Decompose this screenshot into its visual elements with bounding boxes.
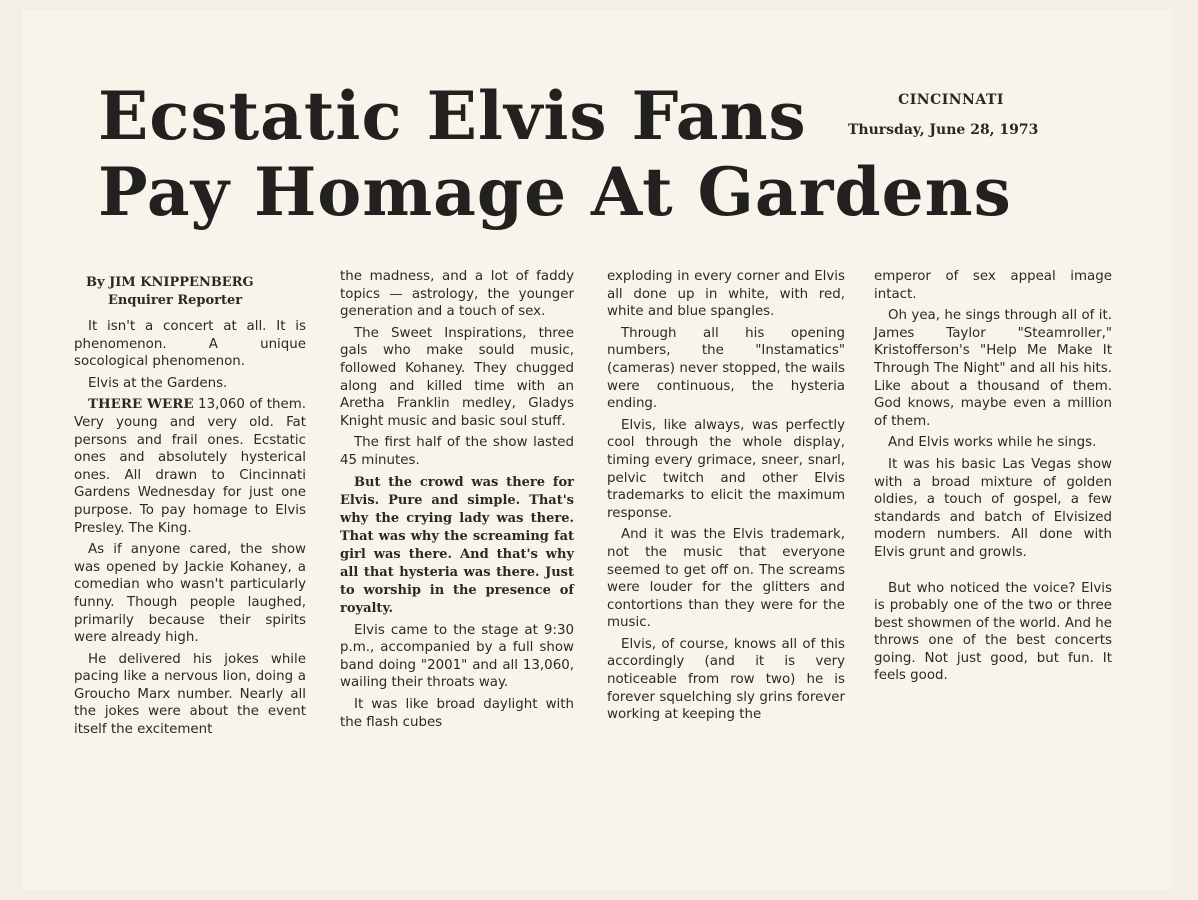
headline-line-2: Pay Homage At Gardens [98, 153, 1012, 231]
byline-title: Enquirer Reporter [108, 293, 243, 308]
paragraph: As if anyone cared, the show was opened by Jackie Kohaney, a comedian who wasn't particularly funny. Though people laughed, primarily because their spirits were already high. [74, 542, 306, 646]
paragraph-text: 13,060 of them. Very young and very old. Fat persons and frail ones. Ecstatic ones and absolutely hysterical ones. All drawn to Cincinnati Gardens Wednesday for just one purpose. To pay homage to Elvis Presley. The King. [74, 397, 307, 536]
paragraph: It was his basic Las Vegas show with a broad mixture of golden oldies, a touch of gospel, a few standards and batch of Elvisized modern numbers. All done with Elvis grunt and growls. [874, 456, 1112, 560]
paragraph-with-lead-in [74, 396, 306, 537]
paragraph: And it was the Elvis trademark, not the music that everyone seemed to get off on. The screams were louder for the glitters and contortions than they were for the music. [607, 527, 845, 631]
paragraph: It was like broad daylight with the flash cubes [340, 696, 574, 730]
paragraph: The first half of the show lasted 45 minutes. [340, 435, 574, 468]
byline [86, 274, 306, 310]
paragraph: emperor of sex appeal image intact. [874, 269, 1112, 302]
paragraph: Elvis, of course, knows all of this accordingly (and it is very noticeable from row two) he is forever squelching sly grins forever working at keeping the [607, 636, 845, 723]
paragraph: Elvis at the Gardens. [88, 375, 228, 391]
lead-in: THERE WERE [88, 396, 194, 413]
dateline [848, 92, 1048, 138]
paragraph: the madness, and a lot of faddy topics — astrology, the younger generation and a touch of sex. [340, 269, 574, 320]
paragraph: Through all his opening numbers, the "Instamatics" (cameras) never stopped, the wails were continuous, the hysteria ending. [607, 325, 845, 412]
paragraph: It isn't a concert at all. It is phenomenon. A unique socological phenomenon. [74, 319, 306, 370]
paragraph: He delivered his jokes while pacing like a nervous lion, doing a Groucho Marx number. Nearly all the jokes were about the event itself the excitement [74, 651, 306, 738]
byline-name: By JIM KNIPPENBERG [86, 275, 254, 290]
article-column-2 [340, 268, 574, 735]
article-column-4 [874, 268, 1112, 689]
paragraph: Oh yea, he sings through all of it. James Taylor "Steamroller," Kristofferson's "Help Me Make It Through The Night" and all his hits. Like about a thousand of them. God knows, maybe even a million of them. [874, 308, 1112, 429]
paragraph: The Sweet Inspirations, three gals who make sould music, followed Kohaney. They chugged along and killed time with an Aretha Franklin medley, Gladys Knight music and basic soul stuff. [340, 325, 574, 429]
paragraph: Elvis came to the stage at 9:30 p.m., accompanied by a full show band doing "2001" and all 13,060, wailing their throats way. [340, 622, 574, 691]
article-column-3 [607, 268, 845, 728]
dateline-date: Thursday, June 28, 1973 [848, 122, 1039, 138]
paragraph: Elvis, like always, was perfectly cool through the whole display, timing every grimace, sneer, snarl, pelvic twitch and other Elvis trademarks to elicit the maximum response. [607, 417, 845, 521]
bold-paragraph: But the crowd was there for Elvis. Pure and simple. That's why the crying lady was there. That was why the screaming fat girl was there. And that's why all that hysteria was there. Just to worship in the presence of royalty. [340, 474, 574, 616]
dateline-city: CINCINNATI [898, 92, 1004, 108]
paragraph: And Elvis works while he sings. [888, 435, 1097, 451]
paragraph: But who noticed the voice? Elvis is probably one of the two or three best showmen of the world. And he throws one of the best concerts going. Not just good, but fun. It feels good. [874, 580, 1112, 684]
column-gap [874, 566, 1112, 580]
headline-line-1: Ecstatic Elvis Fans [98, 77, 807, 155]
article-column-1 [74, 268, 306, 743]
paragraph: exploding in every corner and Elvis all done up in white, with red, white and blue spangles. [607, 269, 845, 320]
